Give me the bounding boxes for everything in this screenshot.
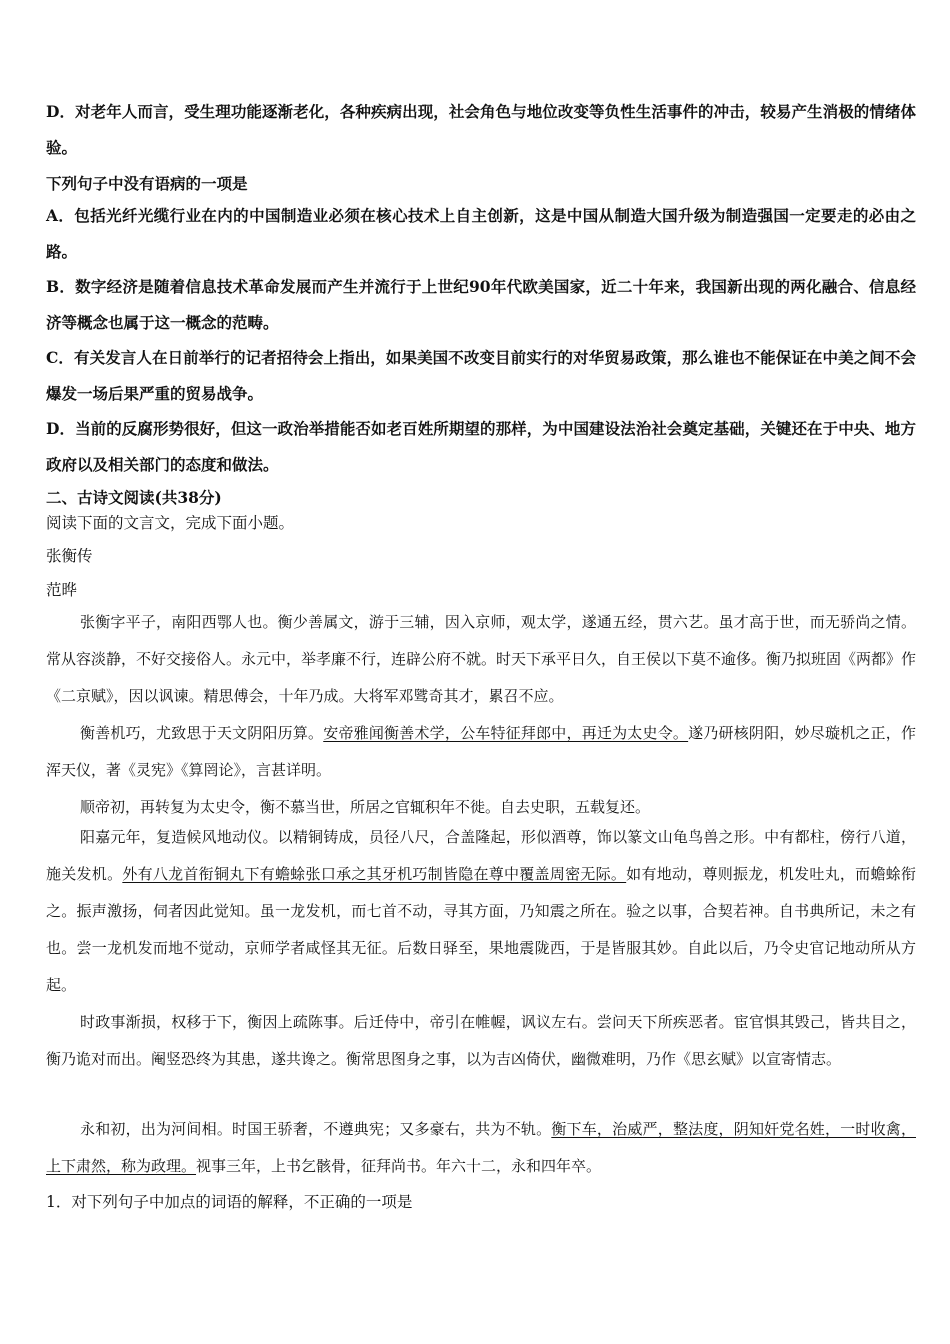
passage-paragraph-5: 时政事渐损，权移于下，衡因上疏陈事。后迁侍中，帝引在帷幄，讽议左右。尝问天下所疾恶者。宦官惧其毁己，皆共目之，衡乃诡对而出。阉竖恐终为其患，遂共谗之。衡常思图身之事，以为吉凶倚伏，幽微难明，乃作《思玄赋》以宣寄情志。 — [46, 1013, 916, 1068]
passage-title: 张衡传 — [46, 547, 93, 565]
underlined-sentence-2: 外有八龙首衔铜丸下有蟾蜍张口承之其牙机巧制皆隐在尊中覆盖周密无际。 — [122, 865, 627, 883]
section-instruction: 阅读下面的文言文，完成下面小题。 — [46, 514, 295, 532]
underlined-sentence-1: 安帝雅闻衡善术学，公车特征拜郎中，再迁为太史令。 — [323, 724, 689, 742]
option-d: D．当前的反腐形势很好，但这一政治举措能否如老百姓所期望的那样，为中国建设法治社会奠定基础，关键还在于中央、地方政府以及相关部门的态度和做法。 — [46, 419, 916, 474]
prev-option-d: D．对老年人而言，受生理功能逐渐老化，各种疾病出现，社会角色与地位改变等负性生活事件的冲击，较易产生消极的情绪体验。 — [46, 102, 916, 157]
option-a: A．包括光纤光缆行业在内的中国制造业必须在核心技术上自主创新，这是中国从制造大国升级为制造强国一定要走的必由之路。 — [46, 206, 916, 261]
passage-paragraph-1: 张衡字平子，南阳西鄂人也。衡少善属文，游于三辅，因入京师，观太学，遂通五经，贯六艺。虽才高于世，而无骄尚之情。常从容淡静，不好交接俗人。永元中，举孝廉不行，连辟公府不就。时天下承平日久，自王侯以下莫不逾侈。衡乃拟班固《两都》作《二京赋》，因以讽谏。精思傅会，十年乃成。大将军邓骘奇其才，累召不应。 — [46, 613, 917, 705]
passage-paragraph-2: 衡善机巧，尤致思于天文阴阳历算。安帝雅闻衡善术学，公车特征拜郎中，再迁为太史令。遂乃研核阴阳，妙尽璇机之正，作浑天仪，著《灵宪》《算罔论》，言甚详明。 — [46, 724, 916, 779]
passage-author: 范晔 — [46, 581, 78, 599]
question-1-stem: 1．对下列句子中加点的词语的解释，不正确的一项是 — [46, 1193, 413, 1211]
passage-paragraph-4: 阳嘉元年，复造候风地动仪。以精铜铸成，员径八尺，合盖隆起，形似酒尊，饰以篆文山龟鸟兽之形。中有都柱，傍行八道，施关发机。外有八龙首衔铜丸下有蟾蜍张口承之其牙机巧制皆隐在尊中覆盖周密无际。如有地动，尊则振龙，机发吐丸，而蟾蜍衔之。振声激扬，伺者因此觉知。虽一龙发机，而七首不动，寻其方面，乃知震之所在。验之以事，合契若神。自书典所记，未之有也。尝一龙机发而地不觉动，京师学者咸怪其无征。后数日驿至，果地震陇西，于是皆服其妙。自此以后，乃令史官记地动所从方起。 — [46, 828, 916, 994]
option-c: C．有关发言人在日前举行的记者招待会上指出，如果美国不改变目前实行的对华贸易政策，那么谁也不能保证在中美之间不会爆发一场后果严重的贸易战争。 — [46, 348, 916, 403]
underlined-sentence-3: 衡下车，治威严，整法度，阴知奸党名姓，一时收禽，上下肃然，称为政理。 — [46, 1120, 916, 1175]
question-stem: 下列句子中没有语病的一项是 — [46, 174, 248, 193]
section-heading: 二、古诗文阅读(共38分) — [46, 488, 222, 507]
option-b: B．数字经济是随着信息技术革命发展而产生并流行于上世纪90年代欧美国家，近二十年来，我国新出现的两化融合、信息经济等概念也属于这一概念的范畴。 — [46, 277, 916, 332]
passage-paragraph-6: 永和初，出为河间相。时国王骄奢，不遵典宪；又多豪右，共为不轨。衡下车，治威严，整法度，阴知奸党名姓，一时收禽，上下肃然，称为政理。视事三年，上书乞骸骨，征拜尚书。年六十二，永和四年卒。 — [46, 1120, 916, 1175]
passage-paragraph-3: 顺帝初，再转复为太史令，衡不慕当世，所居之官辄积年不徙。自去史职，五载复还。 — [80, 798, 651, 816]
